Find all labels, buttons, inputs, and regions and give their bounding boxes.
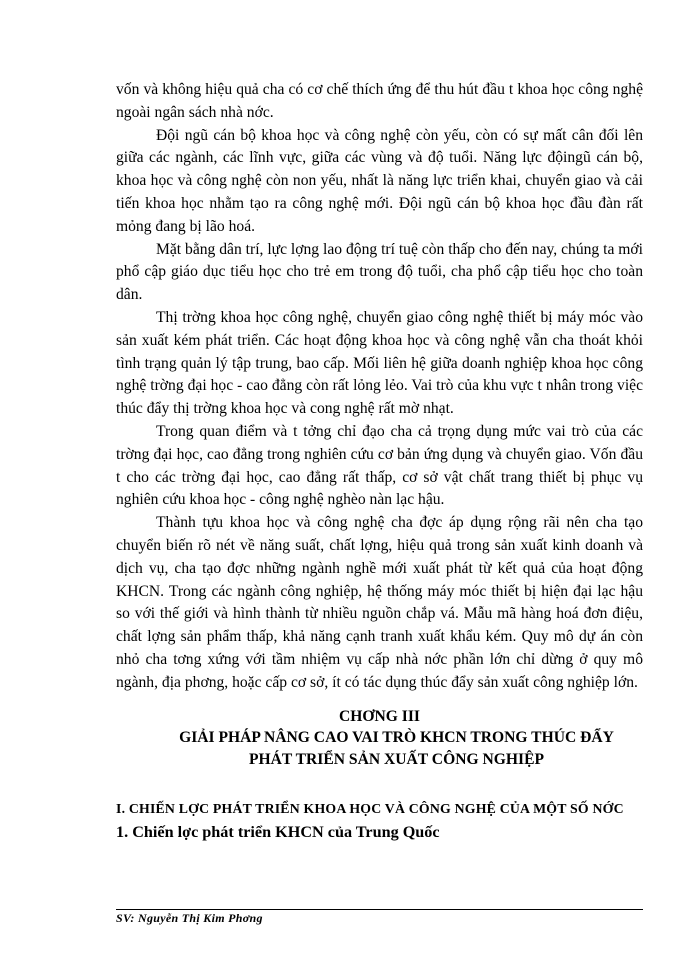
chapter-title-line-2: PHÁT TRIỂN SẢN XUẤT CÔNG NGHIỆP <box>248 750 545 768</box>
paragraph-funding: vốn và không hiệu quả cha có cơ chế thích ứng để thu hút đầu t khoa học công nghệ ngoài ngân sách nhà nớc. <box>116 81 643 121</box>
chapter-title-line-1: GIẢI PHÁP NÂNG CAO VAI TRÒ KHCN TRONG THÚC ĐẨY <box>179 728 614 746</box>
chapter-label: CHƠNG III <box>338 707 420 725</box>
subsection-heading: 1. Chiến lợc phát triển KHCN của Trung Quốc <box>116 822 440 841</box>
footer-divider <box>116 909 643 910</box>
footer-author: SV: Nguyễn Thị Kim Phơng <box>116 911 263 925</box>
paragraph-achievements: Thành tựu khoa học và công nghệ cha đợc áp dụng rộng rãi nên cha tạo chuyển biến rõ nét về năng suất, chất lợng, hiệu quả trong sản xuất kinh doanh và dịch vụ, cha tạo đợc những ngành nghề mới xuất phát từ kết quả của hoạt động KHCN. Trong các ngành công nghiệp, hệ thống máy móc thiết bị hiện đại lạc hậu so với thế giới và hình thành từ nhiều nguồn chắp vá. Mẫu mã hàng hoá đơn điệu, chất lợng sản phẩm thấp, khả năng cạnh tranh xuất khẩu kém. Quy mô dự án còn nhỏ cha tơng xứng với tầm nhiệm vụ cấp nhà nớc phần lớn chỉ dừng ở quy mô ngành, địa phơng, hoặc cấp cơ sở, ít có tác dụng thúc đẩy sản xuất công nghiệp lớn. <box>116 514 643 691</box>
section-heading: I. CHIẾN LỢC PHÁT TRIỂN KHOA HỌC VÀ CÔNG NGHỆ CỦA MỘT SỐ NỚC <box>116 800 624 816</box>
paragraph-universities: Trong quan điểm và t tởng chỉ đạo cha cả trọng dụng mức vai trò của các trờng đại học, cao đẳng trong nghiên cứu cơ bản ứng dụng và chuyển giao. Vốn đầu t cho các trờng đại học, cao đẳng rất thấp, cơ sở vật chất trang thiết bị phục vụ nghiên cứu khoa học - công nghệ nghèo nàn lạc hậu. <box>116 422 643 509</box>
paragraph-education: Mặt bằng dân trí, lực lợng lao động trí tuệ còn thấp cho đến nay, chúng ta mới phổ cập giáo dục tiểu học cho trẻ em trong độ tuổi, cha phổ cập tiểu học cho toàn dân. <box>116 240 643 304</box>
page-content <box>116 79 643 843</box>
paragraph-staff: Đội ngũ cán bộ khoa học và công nghệ còn yếu, còn có sự mất cân đối lên giữa các ngành, các lĩnh vực, giữa các vùng và độ tuổi. Năng lực độingũ cán bộ, khoa học và công nghệ còn non yếu, nhất là năng lực triển khai, chuyển giao và cải tiến khoa học nhằm tạo ra công nghệ mới. Đội ngũ cán bộ khoa học đầu đàn rất mỏng đang bị lão hoá. <box>116 126 643 235</box>
paragraph-market: Thị trờng khoa học công nghệ, chuyển giao công nghệ thiết bị máy móc vào sản xuất kém phát triển. Các hoạt động khoa học và công nghệ vẫn cha thoát khỏi tình trạng quản lý tập trung, bao cấp. Mối liên hệ giữa doanh nghiệp khoa học công nghệ trờng đại học - cao đẳng còn rất lỏng lẻo. Vai trò của khu vực t nhân trong việc thúc đẩy thị trờng khoa học và cong nghệ rất mờ nhạt. <box>116 308 643 418</box>
